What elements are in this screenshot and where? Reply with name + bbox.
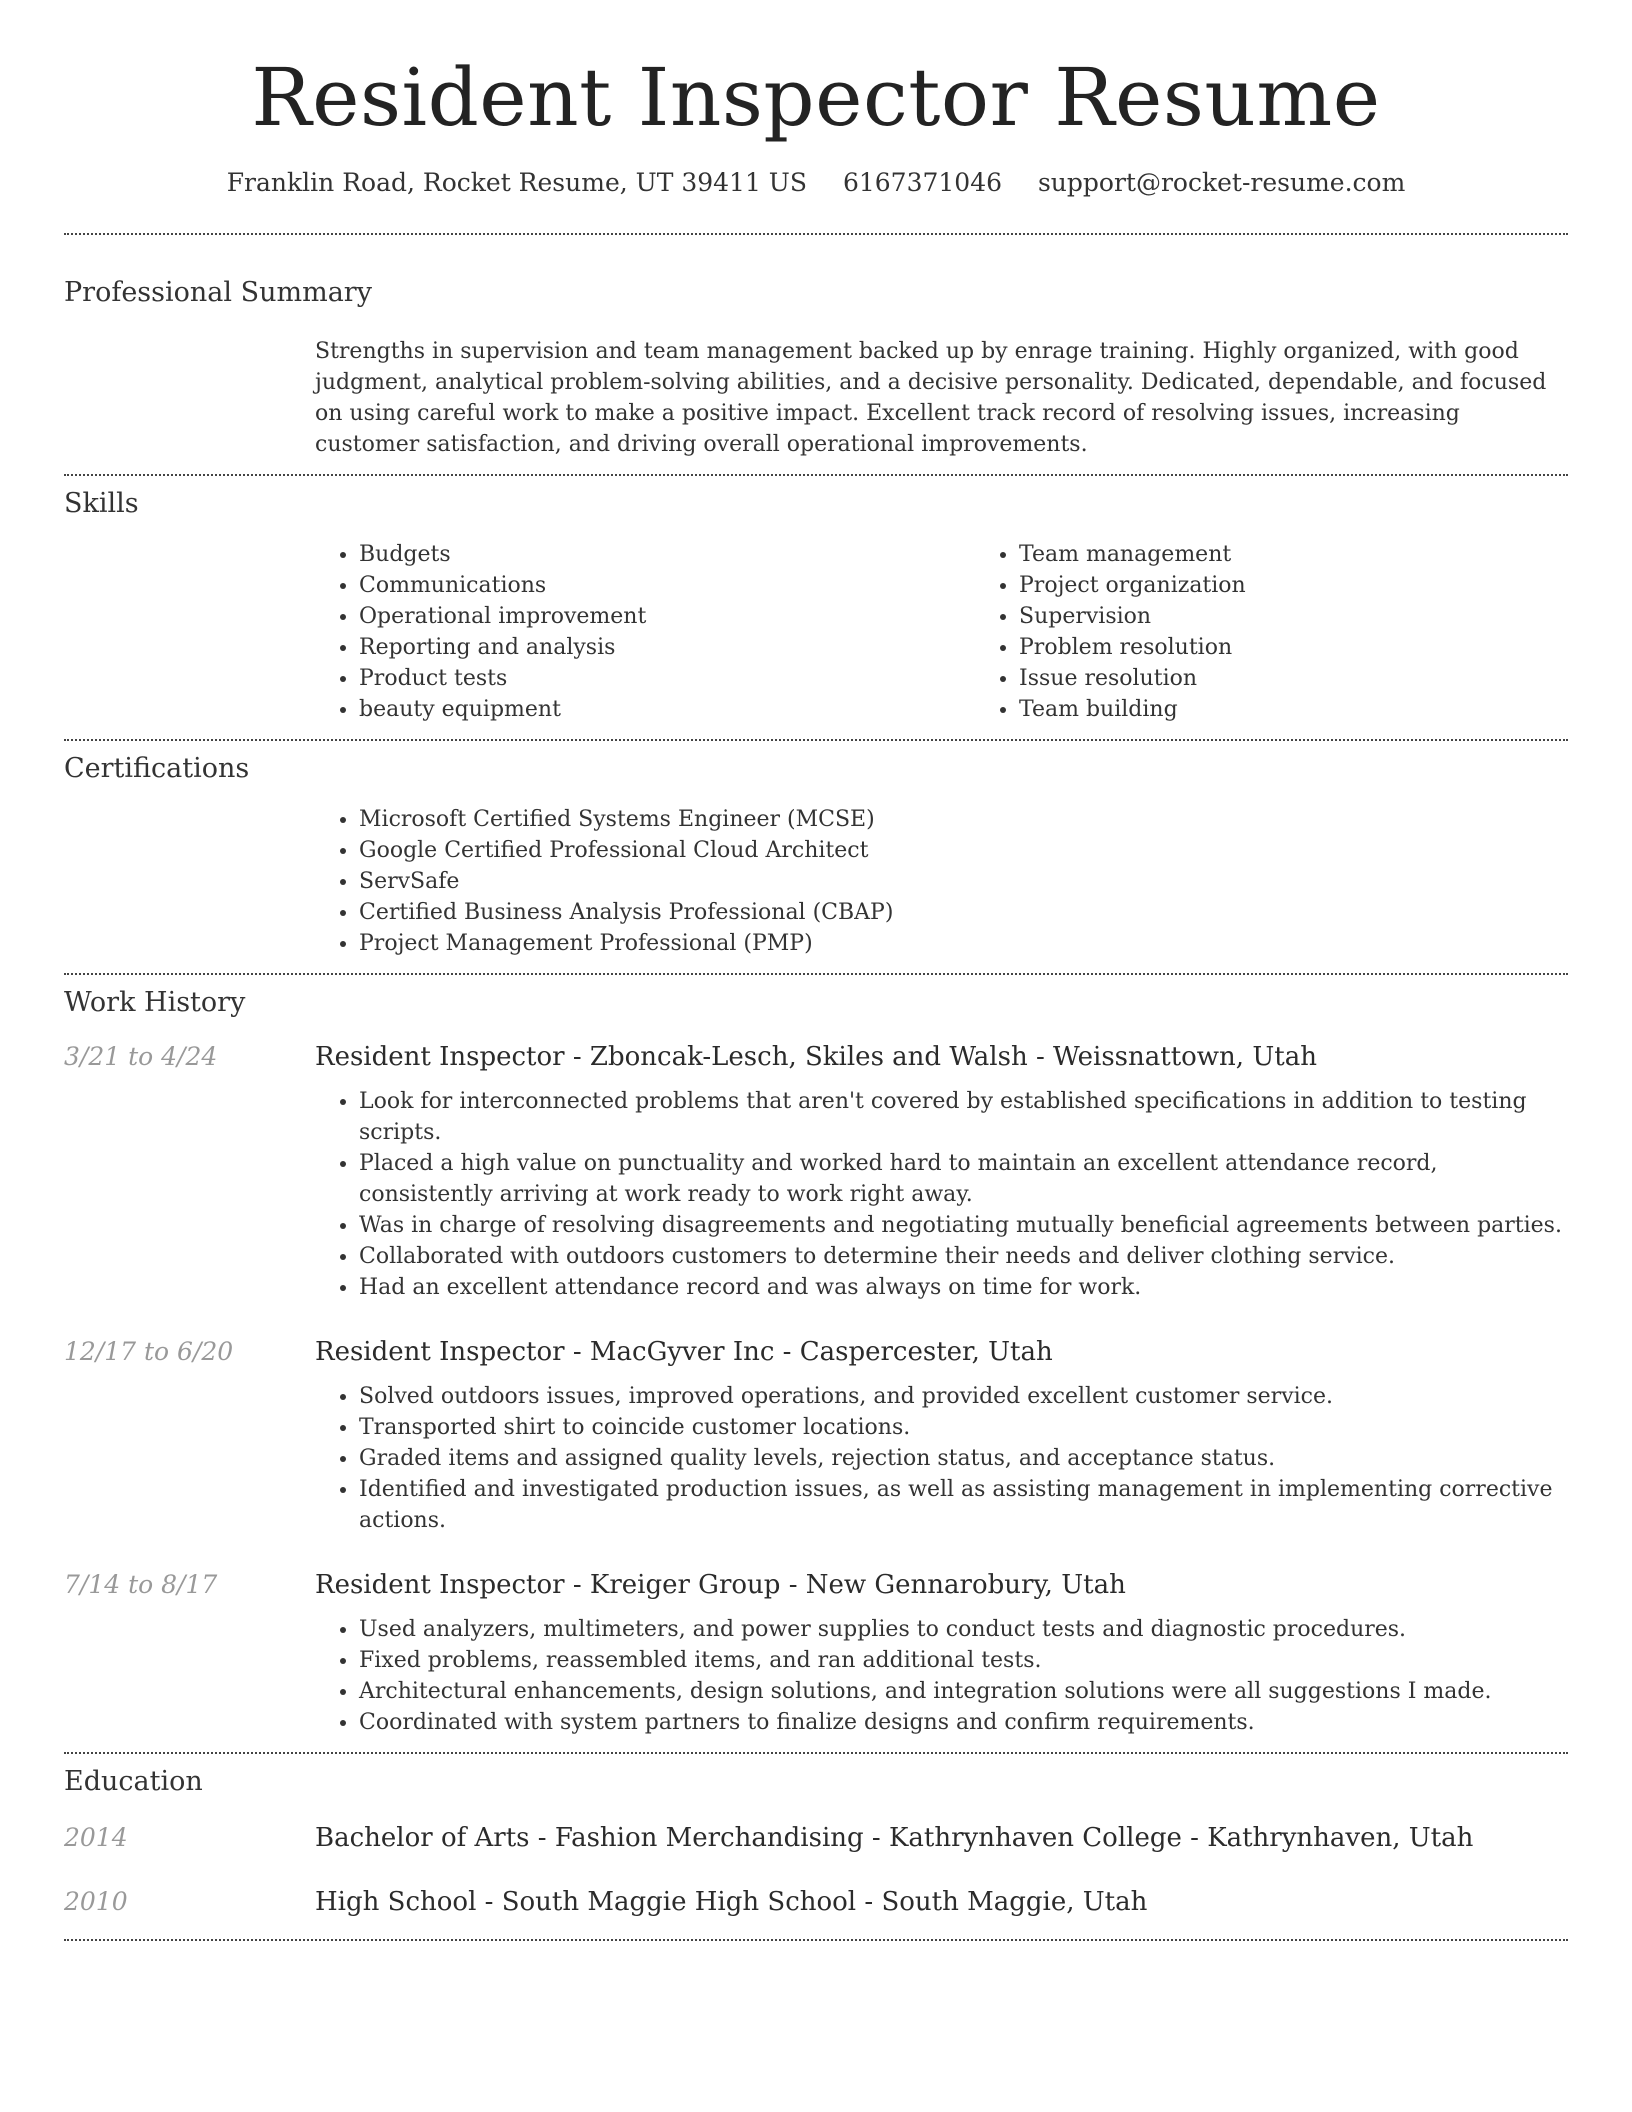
job-bullets	[315, 1614, 1568, 1738]
certification-item: • Certified Business Analysis Professional (CBAP)	[359, 897, 1568, 928]
job-title: Resident Inspector - Kreiger Group - New Gennarobury, Utah	[315, 1570, 1126, 1600]
job-dates: 7/14 to 8/17	[64, 1570, 218, 1599]
job-bullet: • Collaborated with outdoors customers to determine their needs and deliver clothing service.	[359, 1241, 1568, 1272]
education-entry	[64, 1823, 1568, 1853]
skill-item: • Team building	[1019, 694, 1632, 725]
job-bullets	[315, 1381, 1568, 1536]
job-bullet: • Transported shirt to coincide customer locations.	[359, 1412, 1568, 1443]
certification-item: • Microsoft Certified Systems Engineer (MCSE)	[359, 804, 1568, 835]
education-year: 2010	[64, 1887, 128, 1916]
education-year: 2014	[64, 1823, 128, 1852]
summary-heading: Professional Summary	[64, 277, 372, 308]
education-section	[64, 1766, 1568, 1917]
skill-item: • Problem resolution	[1019, 632, 1632, 663]
skill-item: • Communications	[359, 570, 975, 601]
work-history-section	[64, 987, 1568, 1738]
skill-item: • Reporting and analysis	[359, 632, 975, 663]
certifications-section	[64, 753, 1568, 959]
contact-email: support@rocket-resume.com	[1037, 168, 1406, 197]
contact-line	[64, 168, 1568, 197]
section-divider	[64, 1752, 1568, 1754]
job-bullet: • Identified and investigated production issues, as well as assisting management in implementing corrective actions.	[359, 1474, 1568, 1536]
skills-section	[64, 488, 1568, 725]
job-dates: 3/21 to 4/24	[64, 1042, 218, 1071]
job-title: Resident Inspector - MacGyver Inc - Caspercester, Utah	[315, 1337, 1053, 1367]
job-title: Resident Inspector - Zboncak-Lesch, Skiles and Walsh - Weissnattown, Utah	[315, 1042, 1317, 1072]
education-entry	[64, 1887, 1568, 1917]
contact-phone: 6167371046	[842, 168, 1003, 197]
job-bullet: • Architectural enhancements, design solutions, and integration solutions were all suggestions I made.	[359, 1676, 1568, 1707]
skills-list-right	[975, 539, 1632, 725]
skill-item: • beauty equipment	[359, 694, 975, 725]
education-title: Bachelor of Arts - Fashion Merchandising - Kathrynhaven College - Kathrynhaven, Utah	[315, 1823, 1474, 1853]
job-bullet: • Placed a high value on punctuality and worked hard to maintain an excellent attendance record, consistently arriving at work ready to work right away.	[359, 1148, 1568, 1210]
job-entry	[64, 1042, 1568, 1303]
section-divider	[64, 973, 1568, 975]
job-bullet: • Was in charge of resolving disagreements and negotiating mutually beneficial agreements between parties.	[359, 1210, 1568, 1241]
job-dates: 12/17 to 6/20	[64, 1337, 234, 1366]
job-bullet: • Solved outdoors issues, improved operations, and provided excellent customer service.	[359, 1381, 1568, 1412]
work-history-heading: Work History	[64, 987, 246, 1018]
certification-item: • Google Certified Professional Cloud Architect	[359, 835, 1568, 866]
education-title: High School - South Maggie High School - South Maggie, Utah	[315, 1887, 1148, 1917]
job-entry	[64, 1570, 1568, 1738]
skill-item: • Product tests	[359, 663, 975, 694]
section-divider	[64, 233, 1568, 235]
job-bullets	[315, 1086, 1568, 1303]
skill-item: • Project organization	[1019, 570, 1632, 601]
summary-section	[64, 277, 1568, 460]
skill-item: • Issue resolution	[1019, 663, 1632, 694]
resume-title: Resident Inspector Resume	[251, 51, 1381, 144]
section-divider	[64, 1939, 1568, 1941]
job-bullet: • Graded items and assigned quality levels, rejection status, and acceptance status.	[359, 1443, 1568, 1474]
skill-item: • Team management	[1019, 539, 1632, 570]
certification-item: • Project Management Professional (PMP)	[359, 928, 1568, 959]
job-bullet: • Had an excellent attendance record and was always on time for work.	[359, 1272, 1568, 1303]
skill-item: • Budgets	[359, 539, 975, 570]
summary-text: Strengths in supervision and team management backed up by enrage training. Highly organized, with good judgment, analytical problem-solving abilities, and a decisive personality. Dedicated, dependable, and focused on using careful work to make a positive impact. Excellent track record of resolving issues, increasing customer satisfaction, and driving overall operational improvements.	[315, 339, 1547, 457]
job-bullet: • Fixed problems, reassembled items, and ran additional tests.	[359, 1645, 1568, 1676]
skills-heading: Skills	[64, 488, 139, 519]
job-bullet: • Used analyzers, multimeters, and power supplies to conduct tests and diagnostic procedures.	[359, 1614, 1568, 1645]
job-bullet: • Look for interconnected problems that aren't covered by established specifications in addition to testing scripts.	[359, 1086, 1568, 1148]
skill-item: • Supervision	[1019, 601, 1632, 632]
section-divider	[64, 739, 1568, 741]
skill-item: • Operational improvement	[359, 601, 975, 632]
job-entry	[64, 1337, 1568, 1536]
education-heading: Education	[64, 1766, 203, 1797]
contact-address: Franklin Road, Rocket Resume, UT 39411 US	[226, 168, 807, 197]
job-bullet: • Coordinated with system partners to finalize designs and confirm requirements.	[359, 1707, 1568, 1738]
section-divider	[64, 474, 1568, 476]
certifications-heading: Certifications	[64, 753, 250, 784]
certification-item: • ServSafe	[359, 866, 1568, 897]
certifications-list	[315, 804, 1568, 959]
skills-list-left	[315, 539, 975, 725]
